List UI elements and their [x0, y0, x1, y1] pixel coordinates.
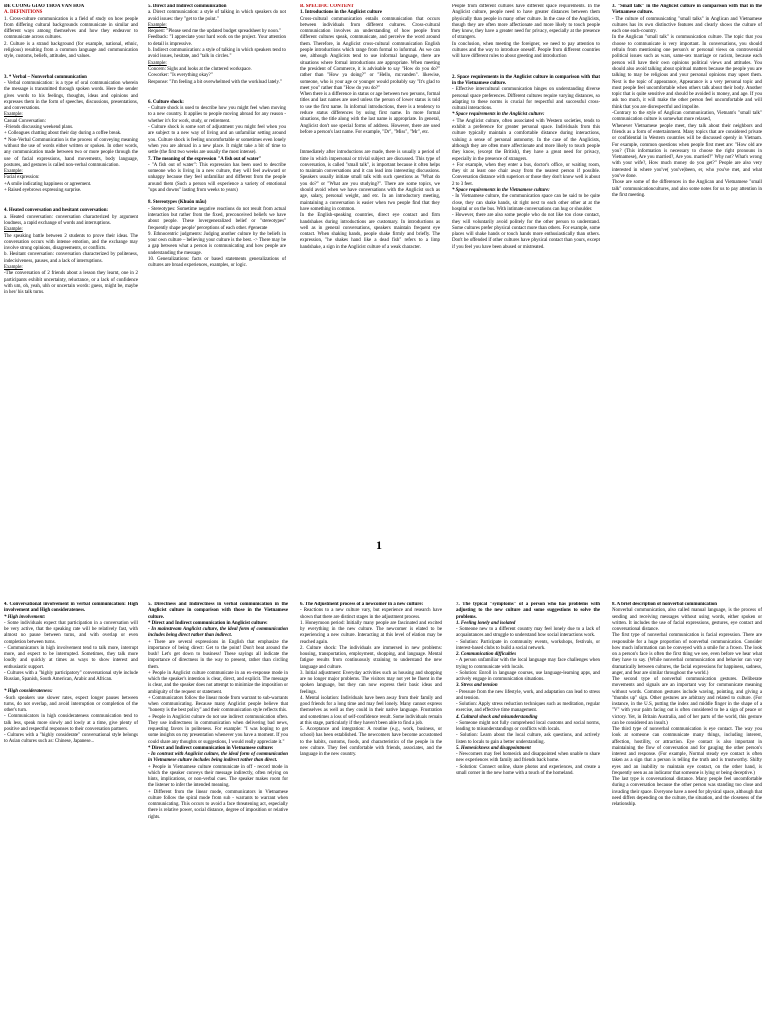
paragraph: * Space requirements in the Vietnamese culture:: [452, 188, 550, 194]
paragraph: In the Anglican "small talk" is communication culture. The topic that you choose to communicate is very important. In conversations, you should refrain from mentioning one person's or personal views on controversial political issues such as wars, same-sex marriage or racism, because each person will have their own opinions political views and attitudes. You should also avoid talking about spiritual matters because the people you are talking to may be religious and your personal opinions may upset them. Next is the topic of appearance, Appearance is a very personal topic and most people feel uncomfortable when others talk about their body. Another topic that is quite sensitive and should be avoided is money, and age. If you ask too much, it will make the other person feel uncomfortable and will think that you are disrespectful and impolite.: [612, 35, 762, 110]
paragraph: When there is a difference in status or age between two persons, formal titles and last names are used unless the person of lower status is told to use the first name. In informal introductions, there is a tendency to reduce status differences by using first name. In more formal situations, the title along with the last name is appropriate. In general, Anglicist don't use special forms of address. However, there are used before a person's last name. For example, "Dr", "Miss", "Mr", etc.: [300, 92, 440, 135]
paragraph: + There are several expressions in English that emphasize the importance of being direct: Get to the point! Don't beat around the bush! Let's get down to business! These sayings all indicate the importance of directness in the way to present, rather than circling them.: [148, 639, 288, 670]
page-divider: [0, 588, 768, 598]
section-heading: ĐỀ CƯƠNG GIAO THOA VĂN HÓA: [4, 4, 85, 9]
paragraph: - Solution: Apply stress reduction techniques such as meditation, regular exercise, and effective time management.: [456, 702, 600, 714]
page2-column-1: [4, 602, 138, 1024]
section-heading: 4. Heated conversation and hesitant conversation:: [4, 208, 109, 214]
paragraph: - In mainstream Anglicist culture, the ideal form of communication includes being direct rather than indirect.: [148, 627, 288, 639]
paragraph: - Effective intercultural communication hinges on understanding diverse personal space preferences. Different cultures require varying distances, so adapting to these norms is crucial for respectful and successful cross-cultural interactions.: [452, 87, 600, 112]
paragraph: 1. Cross-culture communication is a field of study on how people from differing cultural backgrounds communicate in similar and different ways among themselves and how they endeavor to communicate across cultures.: [4, 16, 138, 41]
paragraph: - Someone might not fully comprehend local customs and social norms, leading to misunderstandings or conflicts with locals.: [456, 720, 600, 732]
paragraph: * High involvement:: [4, 614, 46, 620]
paragraph: a. Direct communication: a style of talking in which speakers do not avoid issues: they "get to the point.": [148, 10, 286, 22]
paragraph: + Different from the linear mode, communicators in Vietnamese culture follow the spiral mode from sub - warrants to warrant when communicating. This occurs to avoid a face threatening act, especially there is relative power, social distance, degree of imposition or relative rights.: [148, 789, 288, 820]
paragraph: - Stereotypes: Sometime negative reactions do not result from actual interaction but rather from the fixed, preconceived beliefs we have about people. These lovergeneralized belief or "stereotypes" frequently shape people' perceptions of each other. #generate: [148, 206, 286, 231]
section-heading: 5. Direct and Indirect communication: [148, 4, 227, 9]
section-heading: 6. The Adjustment process of a newcomer in a new culture:: [300, 602, 424, 607]
paragraph: The last type is conversational distance. Many people feel uncomfortable during a conversation because the other person was standing too close and invading their space. Everyone have a need for physical space, although that need differs depending on the culture, the situation, and the closeness of the relationship.: [612, 777, 762, 807]
paragraph: - "A fish out of water": This expression has been used to describe someone who is living in a new culture, they will feel awkward or unhappy because they feel unfamiliar and different from the people around them (Such a person will experience a variety of emotional "ups and downs" lasting from weeks to years): [148, 162, 286, 194]
paragraph: Feedback: "I appreciate your hard work on the project. Your attention to detail is impressive.: [148, 35, 286, 47]
paragraph: - However, there are also some people who do not like too close contact, they will voluntarily avoid politely for the other person to understand. Some cultures prefer physical contact more than others. For example, some places will shake hands or touch hands more enthusiastically than others. Don't be offended if other cultures have physical contact than yours, except if you feel you have been abused or mistreated.: [452, 213, 600, 250]
section-heading: * Direct and Indirect communication in Anglicist culture:: [148, 620, 268, 626]
paragraph: -Such speakers use slower rates, expect longer pauses between turns, do not overlap, and avoid interruption or completion of the other's turn.: [4, 695, 138, 713]
paragraph: + People in Vietnamese culture communicate in off - record mode in which the speaker conveys their message indirectly, often relying on hints, implications, or non-verbal cues. The speaker makes room for the listener to infer the intended meaning.: [148, 764, 288, 789]
paragraph: - A person unfamiliar with the local language may face challenges when trying to communicate with locals.: [456, 658, 600, 670]
paragraph: - Solution: Connect online, share photos and experiences, and create a small corner in the new home with a touch of the homeland.: [456, 764, 600, 776]
paragraph: * Non-Verbal Communication is the process of conveying meaning without the use of words either written or spoken. In other words, any communication made between two or more people through the use of facial expressions, hand movements, body language, postures, and gestures is called non-verbal communication.: [4, 137, 138, 168]
paragraph: -Contrary to the style of Anglican communication, Vietnam's "small talk" communication culture is somewhat more relaxed,: [612, 111, 762, 123]
paragraph: - Cultures with a "highly participatory" conversational style include Russian, Spanish, South American, Arabic and African.: [4, 670, 138, 682]
page2-column-4: [456, 602, 600, 1024]
paragraph: - Culture shock is some sort of adjustment you might feel when you are subject to a new way of living and an unfamiliar setting around you. Culture shock is feeling uncomfortable or sometimes even lonely when you are abroad in a new place. It might take a bit of time to settle (the first two weeks are usually the most intense).: [148, 125, 286, 156]
paragraph: + People in Anglicist culture communicate in an ex-response mode in which the speaker's intention is clear, direct, and explicit. The message is clear, and the speaker does not attempt to minimize the imposition or ambiguity of the request or statement.: [148, 670, 288, 695]
paragraph: [148, 86, 286, 100]
paragraph: - Culture shock is used to describe how you might feel when moving to a new country. It applies to people moving abroad for any reason - whether it's for work, study, or retirement.: [148, 106, 286, 124]
paragraph: Example:: [4, 227, 23, 233]
section-heading: 6. Culture shock:: [148, 99, 184, 105]
paragraph: 3. Initial adjustment: Everyday activities such as housing and shopping are no longer major problems. The visitors may not yet be fluent in the spoken language, but they can now express their basic ideas and feelings.: [300, 670, 442, 695]
paragraph: - Some individuals expect that participation in a conversation will be very active, that the speaking rate will be relatively fast, with almost no pause between turns, and with overlap or even completion between turns.: [4, 620, 138, 645]
section-heading: 7. The meaning of the expression "A fish out of water": [148, 156, 262, 162]
paragraph: + For example, when they enter a bus, doctor's office, or waiting room, they sit at least one chair away from the nearest person if possible. Conversation distance with superiors or those they don't know well is about 2 to 3 feet.: [452, 162, 600, 187]
paragraph: +A smile indicating happiness or agreement.: [4, 181, 92, 187]
page1-column-3: [300, 4, 440, 588]
paragraph: [4, 194, 138, 208]
paragraph: - In contrast with Anglicist culture, the ideal form of communication in Vietnamese culture includes being indirect rather than direct.: [148, 752, 288, 764]
paragraph: 1. Feeling lonely and isolated: [456, 620, 516, 626]
paragraph: - Solution: Learn about the local culture, ask questions, and actively listen to locals to gain a better understanding.: [456, 733, 600, 745]
page1-column-5: [612, 4, 762, 588]
paragraph: * High considerateness:: [4, 689, 53, 695]
paragraph: + Communicators follow the linear mode from warrant to sub-warrants when communicating. Because many Anglicist people believe that "honesty is the best policy" and their communication style reflects this.: [148, 695, 288, 714]
page1-column-4: [452, 4, 600, 588]
page1-column-1: [4, 4, 138, 588]
paragraph: - Newcomers may feel homesick and disappointed when unable to share new experiences with family and friends back home.: [456, 752, 600, 764]
paragraph: 3. Stress and tension: [456, 683, 498, 689]
paragraph: + Raised eyebrows expressing surprise.: [4, 188, 82, 194]
paragraph: In conclusion, when meeting the foreigner, we need to pay attention to cultures and the way to introduce oneself. People from different countries will have different rules to about greeting and introduction: [452, 41, 600, 60]
paragraph: 5. Homesickness and disappointment: [456, 745, 531, 751]
page2-column-3: [300, 602, 442, 1024]
section-heading: 2. Space requirements in the Anglicist culture in comparison with that in the Vietnamese culture.: [452, 74, 600, 86]
paragraph: 2. Culture shock: The individuals are immersed in new problems: housing, transportation, employment, shopping, and language. Mental fatigue results from continuously straining to understand the new language and culture.: [300, 645, 442, 670]
paragraph: Casual Conversation:: [4, 118, 46, 124]
page2-column-2: [148, 602, 288, 1024]
paragraph: Example:: [4, 112, 23, 118]
paragraph: The third type of nonverbal communication is eye contact. The way you look at someone can communicate many things, including interest, affection, hostility, or attraction. Eye contact is also important in maintaining the flow of conversation and for gauging the other person's interest and response. (For example, Normal steady eye contact is often taken as a sign that a person is telling the truth and is trustworthy. Shifty eyes and an inability to maintain eye contact, on the other hand, is frequently seen as an indicator that someone is lying or being deceptive.): [612, 727, 762, 776]
paragraph: - Communicators in high involvement tend to talk more, interrupt more, and expect to be interrupted. Sometimes, they talk more loudly and quickly at times as ways to show interest and enthusiastic support.: [4, 645, 138, 670]
section-heading: 3. * Verbal – Nonverbal communication: [4, 74, 87, 80]
paragraph: The first type of nonverbal communication is facial expression. There are responsible for a huge proportion of nonverbal communication. Consider how much information can be conveyed with a smile for a frown. The look on a person's face is often the first thing we see, even before we hear what they have to say. (While nonverbal communication and behavior can vary dramatically between cultures, the facial expressions for happiness, sadness, anger, and fear are similar throughout the world.): [612, 633, 762, 676]
paragraph: 4. Cultural shock and misunderstanding: [456, 714, 538, 720]
paragraph: People from different cultures have different space requirements. In the Anglicist culture, people need to have greater distances between them physically than people in many other culture. In the case of the Anglicists, though they are often more affectionate and more likely to touch people they know, they have a greater need for privacy, especially at the presence of strangers.: [452, 4, 600, 41]
paragraph: 10. Generalizations: facts or based statements generalizations of cultures are broad experiences, examples, or logic.: [148, 256, 286, 269]
paragraph: Those are some of the differences in the Anglican and Vietnamese "small talk" communicationcultures, and also some notes for us to pay attention in the first meeting.: [612, 180, 762, 198]
section-heading: B. SPECIFIC CONTENT: [300, 4, 354, 9]
paragraph: [4, 61, 138, 75]
paragraph: - Pressure from the new lifestyle, work, and adaptation can lead to stress and tension.: [456, 689, 600, 701]
document-page-2: [0, 598, 768, 1024]
section-heading: 7. The typical "symptoms" of a person who has problems with adjusting to the new culture and some suggestions to solve the problems.: [456, 602, 600, 620]
section-heading: 1. Introductions in the Anglicist culture: [300, 10, 382, 16]
paragraph: - Cultures with a "highly considerate" conversational style belongs to Asian cultures such as: Chinese, Japanese...: [4, 733, 138, 745]
paragraph: a. Heated conversation: conversation characterized by argument loudness, a rapid exchange of words and interruptions.: [4, 214, 138, 226]
paragraph: -The conversation of 2 friends about a lesson they learnt, one in 2 participants exhibit uncertainty, reluctance, or a lack of confidence with um, oh, yeah, uhh or uncertain words: guess, might be, maybe in her/ his talk turns.: [4, 271, 138, 296]
paragraph: - Solution: Enroll in language courses, use language-learning apps, and actively engage in communication situations.: [456, 670, 600, 682]
paragraph: Coworker: "Is everything okay?": [148, 73, 213, 79]
paragraph: - Communicators in high considerateness communication tend to talk less, speak more slowly and lowly at a time, give plenty of positive and respectful responses to their conversation partners.: [4, 714, 138, 732]
paragraph: - The culture of communicating "small talks" in Anglican and Vietnamese cultures has its own distinctive features and clearly shows the culture of each one each-country.: [612, 16, 762, 35]
paragraph: Example:: [148, 60, 167, 66]
paragraph: Facial expression:: [4, 175, 40, 181]
paragraph: - Verbal communication: is a type of oral communication wherein the message is transmitted through spoken words. Here the sender gives words to his feelings, thoughts, ideas and opinions and expresses them in the form of speeches, discussions, presentations, and conversations.: [4, 80, 138, 112]
paragraph: b. Indirect communication: a style of talking in which speakers tend to avoid issues, hesitate, and "talk in circles.": [148, 48, 286, 60]
paragraph: b. Hesitant conversation: conversation characterized by politeness, indecisiveness, pauses, and a lack of interruptions.: [4, 252, 138, 264]
paragraph: 4. Mental isolation: Individuals have been away from their family and good friends for a long time and may feel lonely. Many cannot express themselves as well as they could in their native language. Frustration and sometimes a loss of self-confidence result. Some individuals remain at this stage, particularly if they haven't been able to find a job.: [300, 695, 442, 726]
paragraph: -Friends discussing weekend plans.: [4, 125, 74, 131]
paragraph: Example:: [4, 169, 23, 175]
section-heading: * Direct and Indirect communication in Vietnamese culture:: [148, 745, 274, 751]
paragraph: 2. Communication difficulties: [456, 652, 517, 657]
paragraph: + The Anglicist culture, often associated with Western societies, tends to exhibit a preference for greater personal space. Individuals from this culture typically maintain a comfortable distance during interactions, valuing a sense of personal autonomy. In the case of the Anglicists, although they are often more affectionate and more likely to touch people they know, (except the British), they have a great need for privacy, especially in the presence of strangers.: [452, 118, 600, 162]
paragraph: Response: "I'm feeling a bit overwhelmed with the workload lately.": [148, 79, 282, 85]
paragraph: - Someone new to a different country may feel lonely due to a lack of acquaintances and struggle to understand how social interactions work.: [456, 627, 600, 639]
paragraph: - Reactions to a new culture vary, but experience and research have shown that there are distinct stages in the adjustment process.: [300, 608, 442, 620]
section-heading: 5. Directness and Indirectness in verbal communication in the Anglicist culture in comparison with those in the Vietnamese culture.: [148, 602, 288, 620]
page2-column-5: [612, 602, 762, 1024]
paragraph: [452, 61, 600, 75]
paragraph: Whenever Vietnamese people meet, they talk about their neighbors and friends as a form of entertainment. Many topics that are considered private or confidential in Western countries will be discussed openly in Vietnam. For example, common questions when people first meet are: "How old are you? (This information is necessary to choose the right pronouns in Vietnamese), Are you married?, Are you. married?" Why not? What's wrong with your wife?, How much money do you get?" People are also very interested in where you've( you've)been, er, who you've met, and what you've done.: [612, 123, 762, 180]
page1-column-2: [148, 4, 286, 588]
section-heading: 4. Conversational involvement in verbal communication: High involvement and High considerateness.: [4, 602, 138, 614]
section-heading: 8. Stereotypes (Khuôn mẫu): [148, 200, 207, 206]
paragraph: In the English-speaking countries, direct eye contact and firm handshakes during introductions are customary. In introductions as well as in general conversations, speakers maintain frequent eye contact. When shaking hands, people shake firmly and briefly. The expression, "he shakes hand like a dead fish" refers to a limp handshake, a sign in the Anglicist culture of a weak character.: [300, 213, 440, 250]
section-heading: 3. "Small talk" in the Anglicist culture in comparison with that in the Vietnamese culture.: [612, 4, 762, 16]
paragraph: 9. Ethnocentric judgments: Judging another culture by the beliefs in your own culture – believing your culture is the best. -> There may be a gap between what a person is communicating and how people are understanding the message.: [148, 231, 286, 256]
paragraph: Request: "Please send me the updated budget spreadsheet by noon.": [148, 29, 282, 35]
paragraph: The speaking battle between 2 students to prove their ideas. The conversation occurs with intense emotion, and the exchange may involve strong opinions, disagreements, or conflicts.: [4, 233, 138, 252]
paragraph: - Solution: Participate in community events, workshops, festivals, or interest-based clubs to build a social network.: [456, 639, 600, 651]
paragraph: Nonverbal communication, also called manual language, is the process of sending and receiving messages without using words, either spoken or written. It includes the use of facial expressions, gestures, eye contact and conversational distance.: [612, 608, 762, 632]
paragraph: 2. Culture is a strand background (for example, national, ethnic, religious) resulting from a common language and communication style, customs, beliefs, attitudes, and values.: [4, 41, 138, 60]
paragraph: - In Vietnamese culture, the communication space can be said to be quite close, they can shake hands, sit right next to each other other at at the hospital or on the bus. With intimate conversations can hug or shoulder.: [452, 194, 600, 212]
page-number: 1: [376, 538, 382, 552]
paragraph: The second type of nonverbal communication gestures. Deliberate movements and signals are an important way for communicate meaning without words. Common gestures include waving, pointing, and giving a "thumbs up" sign. Other gestures are arbitrary and related to culture. (For instance, in the U.S, putting the index and middle finger in the shape of a "V" with your palm facing out is often considered to be a sign of peace or victory. Yet, in Britain Australia, and of her parts of the world, this gesture can be considered an insult.): [612, 677, 762, 726]
paragraph: [300, 136, 440, 150]
section-heading: 8. A brief description of nonverbal communication: [612, 602, 718, 607]
paragraph: 5. Acceptance and integration: A routine (e.g., work, business, or school) has been established. The newcomers have become accustomed to the habits, customs, foods, and characteristics of the people in the new culture. They feel comfortable with friends, associates, and the language in the new country.: [300, 727, 442, 757]
paragraph: Cross-cultural communication entails communication that occurs between individuals from different cultures. Cross-cultural communication involves an understanding of how people from different cultures speak, communicate, and perceive the word around them. Therefore, in Anglicist cross-cultural communication English people introductions which range from formal to informal. As we can see, although Anglicists tend to use informal language, there are situations where formal introductions are appropriate. When meeting the president of Commerce, it is advisable to say "How do you do?" rather than "How ya doing?" or "Hello, mr.vanden". likewise, someone, who is your age or younger would probably say "It's glad to meet you" rather than "How do you do?": [300, 16, 440, 91]
paragraph: + Colleagues chatting about their day during a coffee break.: [4, 131, 122, 137]
paragraph: * Space requirements in the Anglicist culture:: [452, 112, 545, 118]
paragraph: Immediately after introductions are made, there is usually a period of time in which impersonal or trivial subject are discussed. This type of conversation, is called "small talk", is important because it often helps to maintain conversations and it can lead into interesting discussions. Speakers usually initiate small talk with such questions as "What do you do?" or "What are you studying?". There are some topics, we should avoid when we have conversations with the Anglicist such as age, salary, personal weight, and etc. In an introductory meeting, maintaining a conversation is easier when two people find that they have something in common.: [300, 150, 440, 212]
paragraph: 1. Honeymoon period: Initially many people are fascinated and excited by everything in the new culture. The newcomer is elated to be experiencing a new culture. Interacting at this level of elation may be reached again.: [300, 620, 442, 645]
paragraph: Concern: Sighs and looks at the cluttered workspace.: [148, 66, 252, 72]
paragraph: + People in Anglicist culture do not use indirect communication often. They use indirectness in communication when delivering bad news, requesting favors in politeness. For example: "I was hoping to get some insights on my presentation whenever you have a moment. If you could share any thoughts or suggestions, I would really appreciate it.": [148, 714, 288, 745]
paragraph: Example:: [148, 22, 167, 28]
paragraph: Example:: [4, 264, 23, 270]
section-heading: A. DEFINITIONS: [4, 10, 43, 16]
